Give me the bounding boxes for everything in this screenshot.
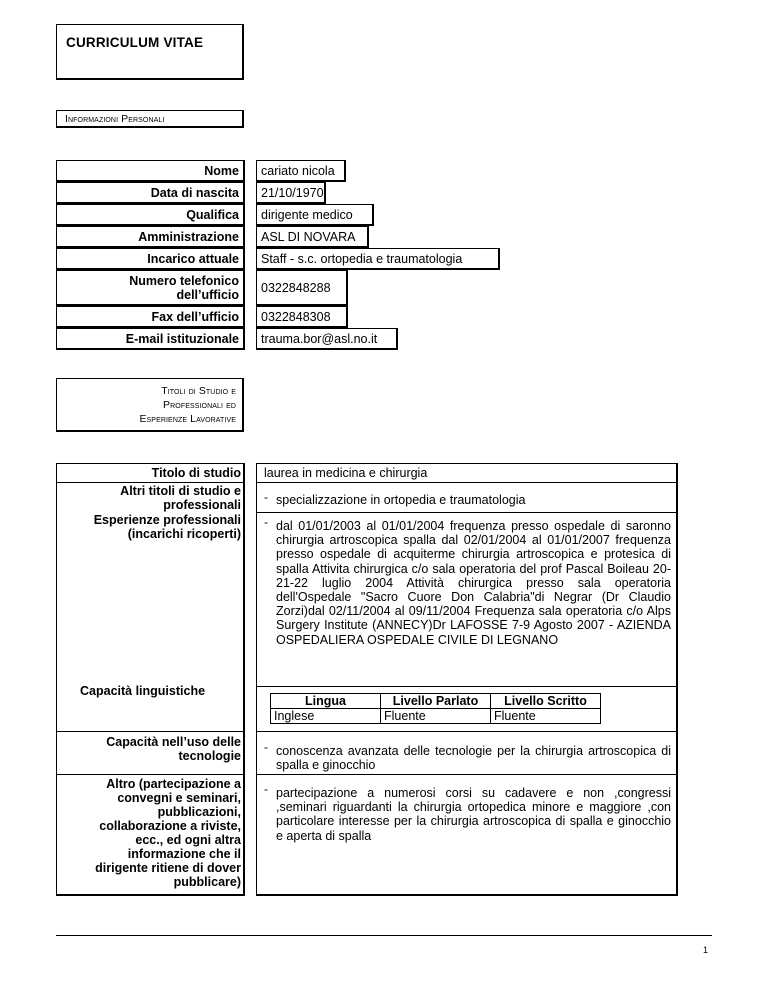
page-number: 1 bbox=[703, 945, 709, 955]
label-data-nascita: Data di nascita bbox=[56, 182, 245, 204]
footer-divider bbox=[56, 935, 712, 936]
label-altro-line: ecc., ed ogni altra bbox=[135, 833, 241, 847]
header-livello-parlato: Livello Parlato bbox=[381, 694, 491, 709]
value-titolo-studio: laurea in medicina e chirurgia bbox=[264, 466, 428, 480]
label-fax: Fax dell’ufficio bbox=[56, 306, 245, 328]
label-altro bbox=[56, 777, 245, 889]
label-nome: Nome bbox=[56, 160, 245, 182]
value-amministrazione: ASL DI NOVARA bbox=[256, 226, 369, 248]
label-numero-telefonico-line1: Numero telefonico bbox=[129, 273, 239, 288]
value-altro: partecipazione a numerosi corsi su cadavere e non ,congressi ,seminari riguardanti la chirurgia ortopedica minore e maggiore ,con particolare interesse per la chirurgia artroscopica di spalla e ginocchio e aperta di spalla bbox=[276, 786, 671, 843]
header-livello-scritto: Livello Scritto bbox=[491, 694, 601, 709]
label-altro-line: collaborazione a riviste, bbox=[99, 819, 241, 833]
bullet-dash: - bbox=[264, 782, 268, 796]
languages-table bbox=[270, 693, 601, 724]
row-divider bbox=[56, 774, 245, 775]
label-amministrazione: Amministrazione bbox=[56, 226, 245, 248]
label-altri-titoli-line2: professionali bbox=[163, 498, 241, 512]
label-altro-line: Altro (partecipazione a bbox=[106, 777, 241, 791]
section-studies-line3: Esperienze Lavorative bbox=[139, 413, 236, 425]
label-altro-line: pubblicare) bbox=[173, 875, 241, 889]
value-tecnologie: conoscenza avanzata delle tecnologie per la chirurgia artroscopica di spalla e ginocchio bbox=[276, 744, 671, 773]
label-incarico-attuale: Incarico attuale bbox=[56, 248, 245, 270]
section-studies-line1: Titoli di Studio e bbox=[161, 385, 236, 397]
row-divider bbox=[56, 731, 245, 732]
row-divider bbox=[256, 686, 678, 687]
bullet-dash: - bbox=[264, 740, 268, 754]
value-esperienze: dal 01/01/2003 al 01/01/2004 frequenza presso ospedale di saronno chirurgia artroscopica spalla dal 02/01/2004 al 01/01/2007 frequenza presso ospedale di acquiterme chirurgia artroscopica e protesica di spalla Attivita chirurgica c/o sala operatoria del prof Pascal Boileau 20-21-22 luglio 2004 Attività chirurgica presso sala operatoria dell'Ospedale "Sacro Cuore Don Calabria"di Negrar (Dr Claudio Zorzi)dal 02/11/2004 al 09/11/2004 Frequenza sala operatoria c/o Alps Surgery Institute (ANNECY)Dr LAFOSSE 7-9 Agosto 2007 - AZIENDA OSPEDALIERA OSPEDALE CIVILE DI LEGNANO bbox=[276, 519, 671, 647]
label-altri-titoli bbox=[56, 484, 245, 512]
section-personal-info: Informazioni Personali bbox=[56, 110, 244, 128]
section-studies-experience bbox=[56, 378, 244, 432]
value-altri-titoli: specializzazione in ortopedia e traumatologia bbox=[276, 493, 526, 507]
value-email: trauma.bor@asl.no.it bbox=[256, 328, 398, 350]
label-numero-telefonico bbox=[56, 270, 245, 306]
label-capacita-linguistiche: Capacità linguistiche bbox=[80, 684, 206, 698]
row-divider bbox=[256, 731, 678, 732]
label-capacita-tecnologie bbox=[56, 735, 245, 763]
label-esperienze-line2: (incarichi ricoperti) bbox=[127, 527, 241, 541]
value-numero-telefonico: 0322848288 bbox=[256, 270, 348, 306]
cv-title: CURRICULUM VITAE bbox=[56, 24, 244, 80]
value-incarico-attuale: Staff - s.c. ortopedia e traumatologia bbox=[256, 248, 500, 270]
label-altro-line: convegni e seminari, bbox=[117, 791, 241, 805]
label-tecnologie-line2: tecnologie bbox=[178, 749, 241, 763]
value-nome: cariato nicola bbox=[256, 160, 346, 182]
value-data-nascita: 21/10/1970 bbox=[256, 182, 326, 204]
row-divider bbox=[256, 482, 678, 483]
row-divider bbox=[256, 774, 678, 775]
label-altri-titoli-line1: Altri titoli di studio e bbox=[120, 484, 241, 498]
label-altro-line: pubblicazioni, bbox=[157, 805, 241, 819]
table-row bbox=[271, 709, 601, 724]
value-qualifica: dirigente medico bbox=[256, 204, 374, 226]
bullet-dash: - bbox=[264, 515, 268, 529]
label-esperienze bbox=[56, 513, 245, 541]
row-divider bbox=[256, 512, 678, 513]
row-divider bbox=[56, 482, 245, 483]
label-titolo-studio: Titolo di studio bbox=[151, 466, 241, 480]
label-tecnologie-line1: Capacità nell’uso delle bbox=[106, 735, 241, 749]
section-studies-line2: Professionali ed bbox=[163, 399, 236, 411]
bullet-dash: - bbox=[264, 490, 268, 504]
label-altro-line: dirigente ritiene di dover bbox=[95, 861, 241, 875]
label-qualifica: Qualifica bbox=[56, 204, 245, 226]
label-email: E-mail istituzionale bbox=[56, 328, 245, 350]
value-fax: 0322848308 bbox=[256, 306, 348, 328]
languages-table-header bbox=[271, 694, 601, 709]
label-altro-line: informazione che il bbox=[127, 847, 241, 861]
cell-livello-scritto: Fluente bbox=[491, 709, 601, 724]
label-esperienze-line1: Esperienze professionali bbox=[93, 513, 241, 527]
header-lingua: Lingua bbox=[271, 694, 381, 709]
label-numero-telefonico-line2: dell’ufficio bbox=[176, 287, 239, 302]
cell-lingua: Inglese bbox=[271, 709, 381, 724]
cell-livello-parlato: Fluente bbox=[381, 709, 491, 724]
